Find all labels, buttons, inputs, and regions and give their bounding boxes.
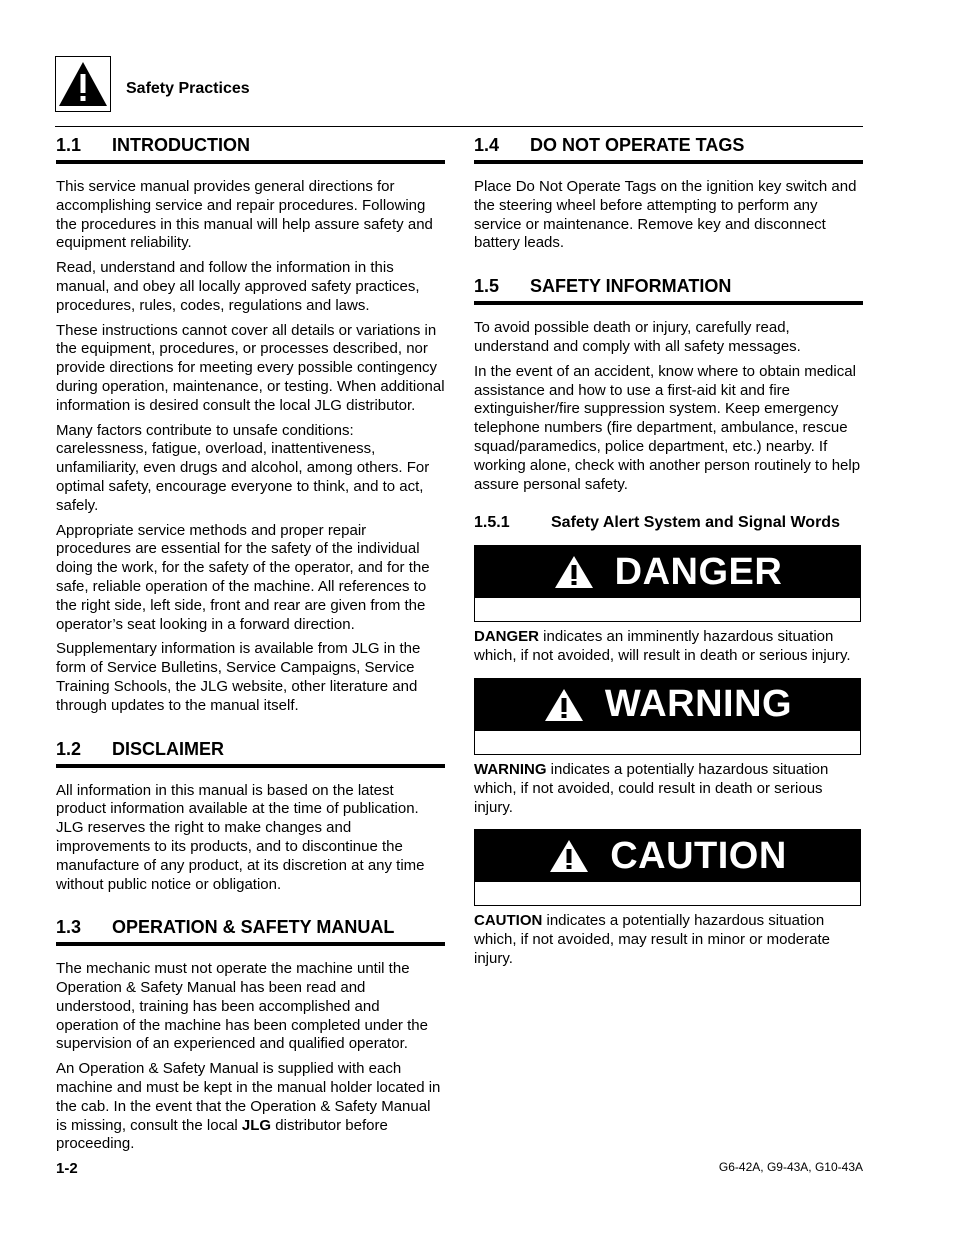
paragraph: Many factors contribute to unsafe conditions: carelessness, fatigue, overload, inattentiveness, unfamiliarity, even drugs and alcohol, among others. For optimal safety, encourage everyone to think, and to act, safely. xyxy=(56,421,430,514)
warning-signal-box xyxy=(474,678,861,755)
caution-signal-header xyxy=(475,830,860,882)
warning-signal-header xyxy=(475,679,860,731)
signal-description-text: indicates a potentially hazardous situation which, if not avoided, could result in death or serious injury. xyxy=(474,760,829,816)
paragraph: All information in this manual is based on the latest product information available at the time of publication. JLG reserves the right to make changes and improvements to its products, and to discontinue the manufacture of any product, at its discretion at any time without public notice or obligation. xyxy=(56,781,425,893)
paragraph: These instructions cannot cover all details or variations in the equipment, procedures, or processes described, nor provide directions for meeting every possible contingency during operation, maintenance, or testing. When additional information is desired consult the local JLG distributor. xyxy=(56,321,445,414)
section-title: SAFETY INFORMATION xyxy=(530,276,732,297)
signal-blank-strip xyxy=(475,598,860,621)
signal-description-text: indicates a potentially hazardous situation which, if not avoided, may result in minor or moderate injury. xyxy=(474,912,830,967)
page-number: 1-2 xyxy=(56,1160,78,1177)
alert-triangle-icon xyxy=(548,838,590,874)
paragraph: Supplementary information is available from JLG in the form of Service Bulletins, Service Campaigns, Service Training Schools, the JLG website, other literature and through updates to the manual itself. xyxy=(56,640,421,714)
section-heading-1-1 xyxy=(56,134,445,164)
signal-blank-strip xyxy=(475,731,860,754)
page-section-title: Safety Practices xyxy=(126,80,250,97)
paragraph: Place Do Not Operate Tags on the ignition key switch and the steering wheel before attempting to perform any service or maintenance. Remove key and disconnect battery leads. xyxy=(474,178,857,252)
signal-description xyxy=(474,761,863,817)
alert-triangle-icon xyxy=(553,554,595,590)
paragraph-text: distributor before proceeding. xyxy=(56,1116,388,1153)
section-number: 1.1 xyxy=(56,135,82,155)
section-number: 1.3 xyxy=(56,917,82,938)
brand-text: JLG xyxy=(241,1116,272,1134)
subsection-heading-1-5-1 xyxy=(474,513,863,533)
signal-word: WARNING xyxy=(604,683,793,726)
section-title: OPERATION & SAFETY MANUAL xyxy=(112,917,395,938)
subsection-title: Safety Alert System and Signal Words xyxy=(551,514,840,532)
section-heading-1-2 xyxy=(56,738,445,768)
subsection-number: 1.5.1 xyxy=(474,514,510,532)
paragraph xyxy=(56,1060,445,1154)
signal-description xyxy=(474,628,863,666)
danger-signal-box xyxy=(474,545,861,622)
paragraph: Read, understand and follow the information in this manual, and obey all locally approved safety practices, procedures, rules, codes, regulations and laws. xyxy=(56,259,420,314)
section-number: 1.5 xyxy=(474,276,500,297)
signal-blank-strip xyxy=(475,882,860,905)
warning-triangle-icon xyxy=(55,56,111,112)
section-heading-1-4 xyxy=(474,134,863,164)
model-list: G6-42A, G9-43A, G10-43A xyxy=(718,1160,863,1174)
signal-description-text: indicates an imminently hazardous situation which, if not avoided, will result in death or serious injury. xyxy=(474,628,851,665)
right-column xyxy=(474,134,863,981)
paragraph: To avoid possible death or injury, carefully read, understand and comply with all safety messages. xyxy=(474,319,801,355)
section-title: INTRODUCTION xyxy=(112,135,250,155)
signal-word-bold: WARNING xyxy=(474,760,547,778)
section-number: 1.4 xyxy=(474,135,500,155)
left-column xyxy=(56,134,445,1160)
paragraph: In the event of an accident, know where to obtain medical assistance and how to use a first-aid kit and fire extinguisher/fire suppression system. Keep emergency telephone numbers (fire department, ambulance, rescue squad/paramedics, police department, etc.) nearby. If working alone, check with another person routinely to help assure personal safety. xyxy=(474,362,861,493)
signal-description xyxy=(474,912,863,968)
section-number: 1.2 xyxy=(56,738,82,759)
paragraph: The mechanic must not operate the machine until the Operation & Safety Manual has been read and understood, training has been accomplished and operation of the machine has been completed under the supervision of an experienced and qualified operator. xyxy=(56,960,428,1053)
paragraph: This service manual provides general directions for accomplishing service and repair procedures. Following the procedures in this manual will help assure safety and equipment reliability. xyxy=(56,178,433,252)
signal-word-bold: CAUTION xyxy=(474,912,543,930)
danger-signal-header xyxy=(475,546,860,598)
signal-word-bold: DANGER xyxy=(474,628,540,646)
header-divider xyxy=(55,126,863,127)
section-heading-1-5 xyxy=(474,275,863,305)
alert-triangle-icon xyxy=(543,687,585,723)
signal-word: CAUTION xyxy=(610,834,787,877)
paragraph-text: An Operation & Safety Manual is supplied with each machine and must be kept in the manual holder located in the cab. In the event that the Operation & Safety Manual is missing, consult the local xyxy=(56,1060,441,1134)
section-title: DISCLAIMER xyxy=(112,738,224,759)
section-title: DO NOT OPERATE TAGS xyxy=(530,135,745,155)
caution-signal-box xyxy=(474,829,861,906)
section-heading-1-3 xyxy=(56,916,445,946)
paragraph: Appropriate service methods and proper repair procedures are essential for the safety of the individual doing the work, for the safety of the operator, and for the safe, reliable operation of the machine. All references to the right side, left side, front and rear are given from the operator’s seat looking in a forward direction. xyxy=(56,521,430,633)
signal-word: DANGER xyxy=(614,550,783,593)
